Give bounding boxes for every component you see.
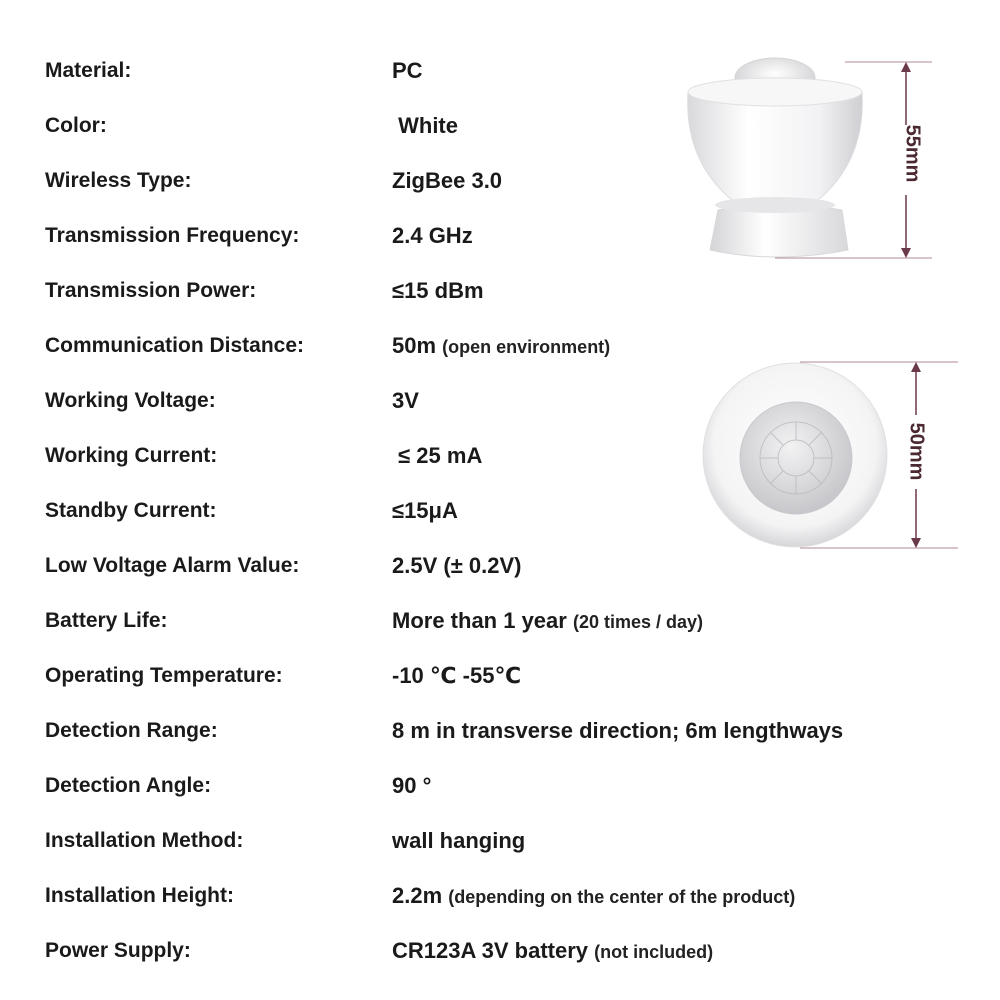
spec-note: (not included) bbox=[594, 942, 714, 962]
spec-value: ≤15μA bbox=[392, 498, 458, 523]
spec-label: Material: bbox=[45, 59, 132, 82]
spec-value: ZigBee 3.0 bbox=[392, 168, 503, 193]
spec-value: PC bbox=[392, 58, 423, 83]
spec-label: Low Voltage Alarm Value: bbox=[45, 554, 300, 577]
pir-lens-front bbox=[740, 402, 852, 514]
spec-value: 90 ° bbox=[392, 773, 432, 798]
spec-value: ≤ 25 mA bbox=[392, 443, 483, 468]
spec-label: Working Voltage: bbox=[45, 389, 216, 412]
spec-label: Installation Height: bbox=[45, 884, 234, 907]
spec-value: More than 1 year (20 times / day) bbox=[392, 608, 704, 633]
spec-label: Power Supply: bbox=[45, 939, 191, 962]
diameter-dimension-label: 50mm bbox=[905, 422, 928, 481]
spec-value: CR123A 3V battery (not included) bbox=[392, 938, 714, 963]
spec-note: (20 times / day) bbox=[572, 612, 704, 632]
spec-label: Wireless Type: bbox=[45, 169, 192, 192]
spec-value: ≤15 dBm bbox=[392, 278, 484, 303]
spec-note: (depending on the center of the product) bbox=[448, 887, 796, 907]
spec-note: (open environment) bbox=[442, 337, 611, 357]
spec-value: 2.5V (± 0.2V) bbox=[392, 553, 522, 578]
spec-label: Standby Current: bbox=[45, 499, 217, 522]
spec-value: 3V bbox=[392, 388, 419, 413]
product-front-view bbox=[690, 350, 970, 560]
spec-label: Working Current: bbox=[45, 444, 218, 467]
spec-value: 50m (open environment) bbox=[392, 333, 611, 358]
spec-label: Transmission Frequency: bbox=[45, 224, 300, 247]
spec-value: 2.4 GHz bbox=[392, 223, 473, 248]
spec-label: Installation Method: bbox=[45, 829, 244, 852]
spec-label: Color: bbox=[45, 114, 107, 137]
spec-label: Detection Range: bbox=[45, 719, 218, 742]
spec-label: Battery Life: bbox=[45, 609, 168, 632]
spec-value: -10 ℃ -55℃ bbox=[392, 663, 522, 688]
spec-value: White bbox=[392, 113, 458, 138]
spec-label: Detection Angle: bbox=[45, 774, 212, 797]
spec-value: wall hanging bbox=[392, 828, 526, 853]
spec-label: Communication Distance: bbox=[45, 334, 305, 357]
spec-value: 8 m in transverse direction; 6m lengthways bbox=[392, 718, 844, 743]
spec-label: Transmission Power: bbox=[45, 279, 257, 302]
spec-value: 2.2m (depending on the center of the product) bbox=[392, 883, 796, 908]
product-side-view bbox=[670, 50, 970, 270]
spec-label: Operating Temperature: bbox=[45, 664, 283, 687]
height-dimension-label: 55mm bbox=[901, 124, 924, 183]
